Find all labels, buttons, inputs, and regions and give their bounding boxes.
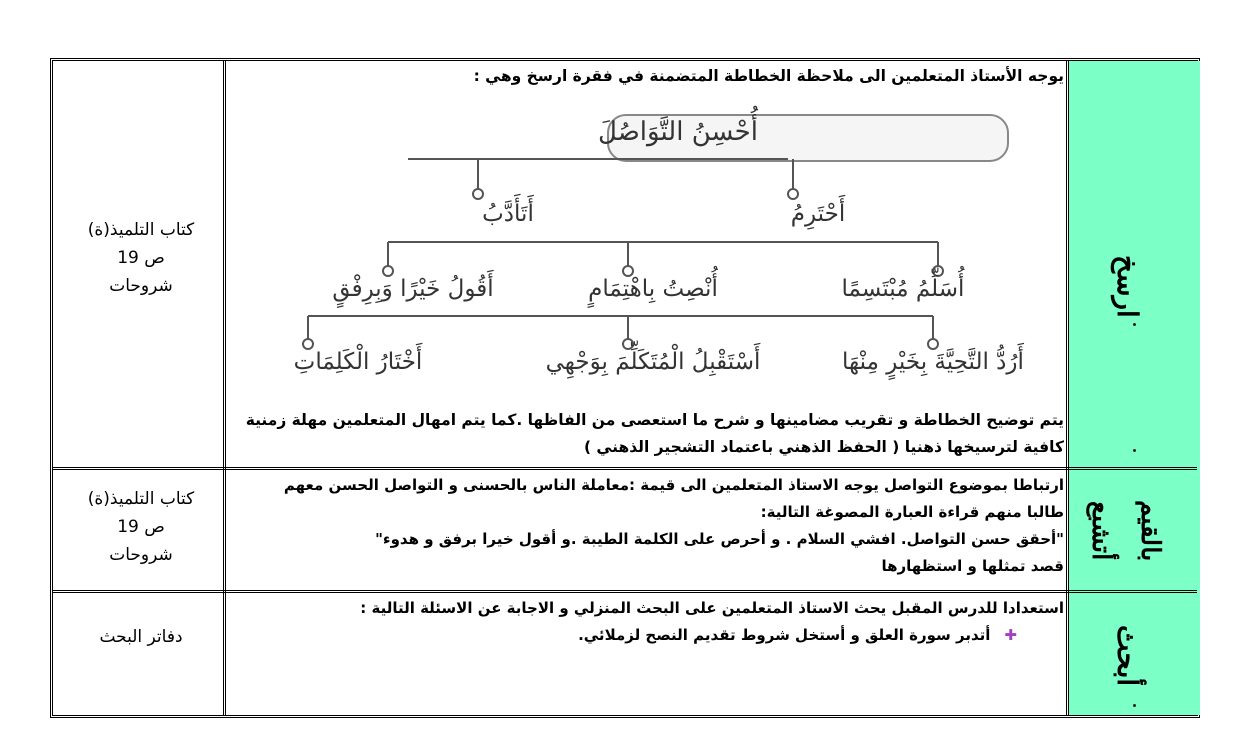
reference-notebooks: دفاتر البحث [99,627,183,647]
row3-line1: استعدادا للدرس المقبل يحث الاستاذ المتعلمين على البحث المنزلي و الاجابة عن الاسئلة التالية : [360,599,1064,617]
row2-line: طالبا منهم قراءة العبارة المصوغة التالية: [760,503,1064,521]
section-title-research: أبحث [1111,625,1144,687]
section-title-values-b: بالقيم [1135,500,1165,562]
diagram-level2-item: أُسَلِّمُ مُبْتَسِمًا [841,276,965,302]
row2-line: ارتباطا بموضوع التواصل يوجه الاستاذ المتعلمين الى قيمة :معاملة الناس بالحسنى و التواصل الحسن معهم [283,476,1064,494]
diagram-level1-item: أَتَأَدَّبُ [482,201,534,227]
section-label-column [1069,61,1200,715]
row1-body-line2: كافية لترسيخها ذهنيا ( الحفظ الذهني باعتماد التشجير الذهني ) [583,438,1064,456]
lesson-table [50,58,1200,718]
diagram-root: أُحْسِنُ التَّوَاصُلَ [598,117,758,147]
column-divider [1066,61,1069,715]
dot [1133,323,1136,326]
row3-line2 [317,622,1017,649]
diagram-level1-item: أَحْتَرِمُ [790,201,846,227]
reference-book: كتاب التلميذ(ة) [87,489,195,509]
dot [1133,704,1136,707]
diagram-level3-item: أَرُدُّ التَّحِيَّةَ بِخَيْرٍ مِنْهَا [842,349,1024,375]
row1-intro: يوجه الأستاذ المتعلمين الى ملاحظة الخطاطة المتضمنة في فقرة ارسخ وهي : [473,67,1064,85]
row-divider [53,467,1197,470]
row2-line: قصد تمثلها و استظهارها [881,557,1064,575]
row2-text [234,472,1064,580]
diamond-bullet-icon: ✚ [1004,626,1017,644]
reference-book: كتاب التلميذ(ة) [87,220,195,240]
reference-type: شروحات [109,276,173,296]
reference-row2 [61,485,221,569]
reference-page: ص 19 [117,248,165,268]
row2-quote: "أحقق حسن التواصل. افشي السلام . و أحرص على الكلمة الطيبة .و أقول خيرا برفق و هدوء" [375,530,1064,548]
diagram-level2-item: أُنْصِتُ بِاهْتِمَامٍ [588,276,718,302]
row1-body-line1: يتم توضيح الخطاطة و تقريب مضامينها و شرح ما استعصى من الفاظها .كما يتم امهال المتعلمين مهلة زمنية [245,411,1064,429]
column-divider [223,61,226,715]
reference-row3 [61,623,221,651]
reference-page: ص 19 [117,517,165,537]
diagram-level2-item: أَقُولُ خَيْرًا وَبِرِفْقٍ [332,276,494,302]
row3-task: أتدبر سورة العلق و أستخل شروط تقديم النصح لزملائي. [578,626,991,644]
dot [1133,449,1136,452]
section-title-consolidate: ارسخ [1111,254,1144,318]
mind-map-diagram [228,101,1063,401]
row-divider [53,590,1197,593]
diagram-level3-item: أَخْتَارُ الْكَلِمَاتِ [293,349,423,375]
reference-row1 [61,216,221,300]
section-title-values-a: أتشبع [1086,501,1116,561]
diagram-level3-item: أَسْتَقْبِلُ الْمُتَكَلِّمَ بِوَجْهِي [545,349,761,375]
reference-type: شروحات [109,545,173,565]
